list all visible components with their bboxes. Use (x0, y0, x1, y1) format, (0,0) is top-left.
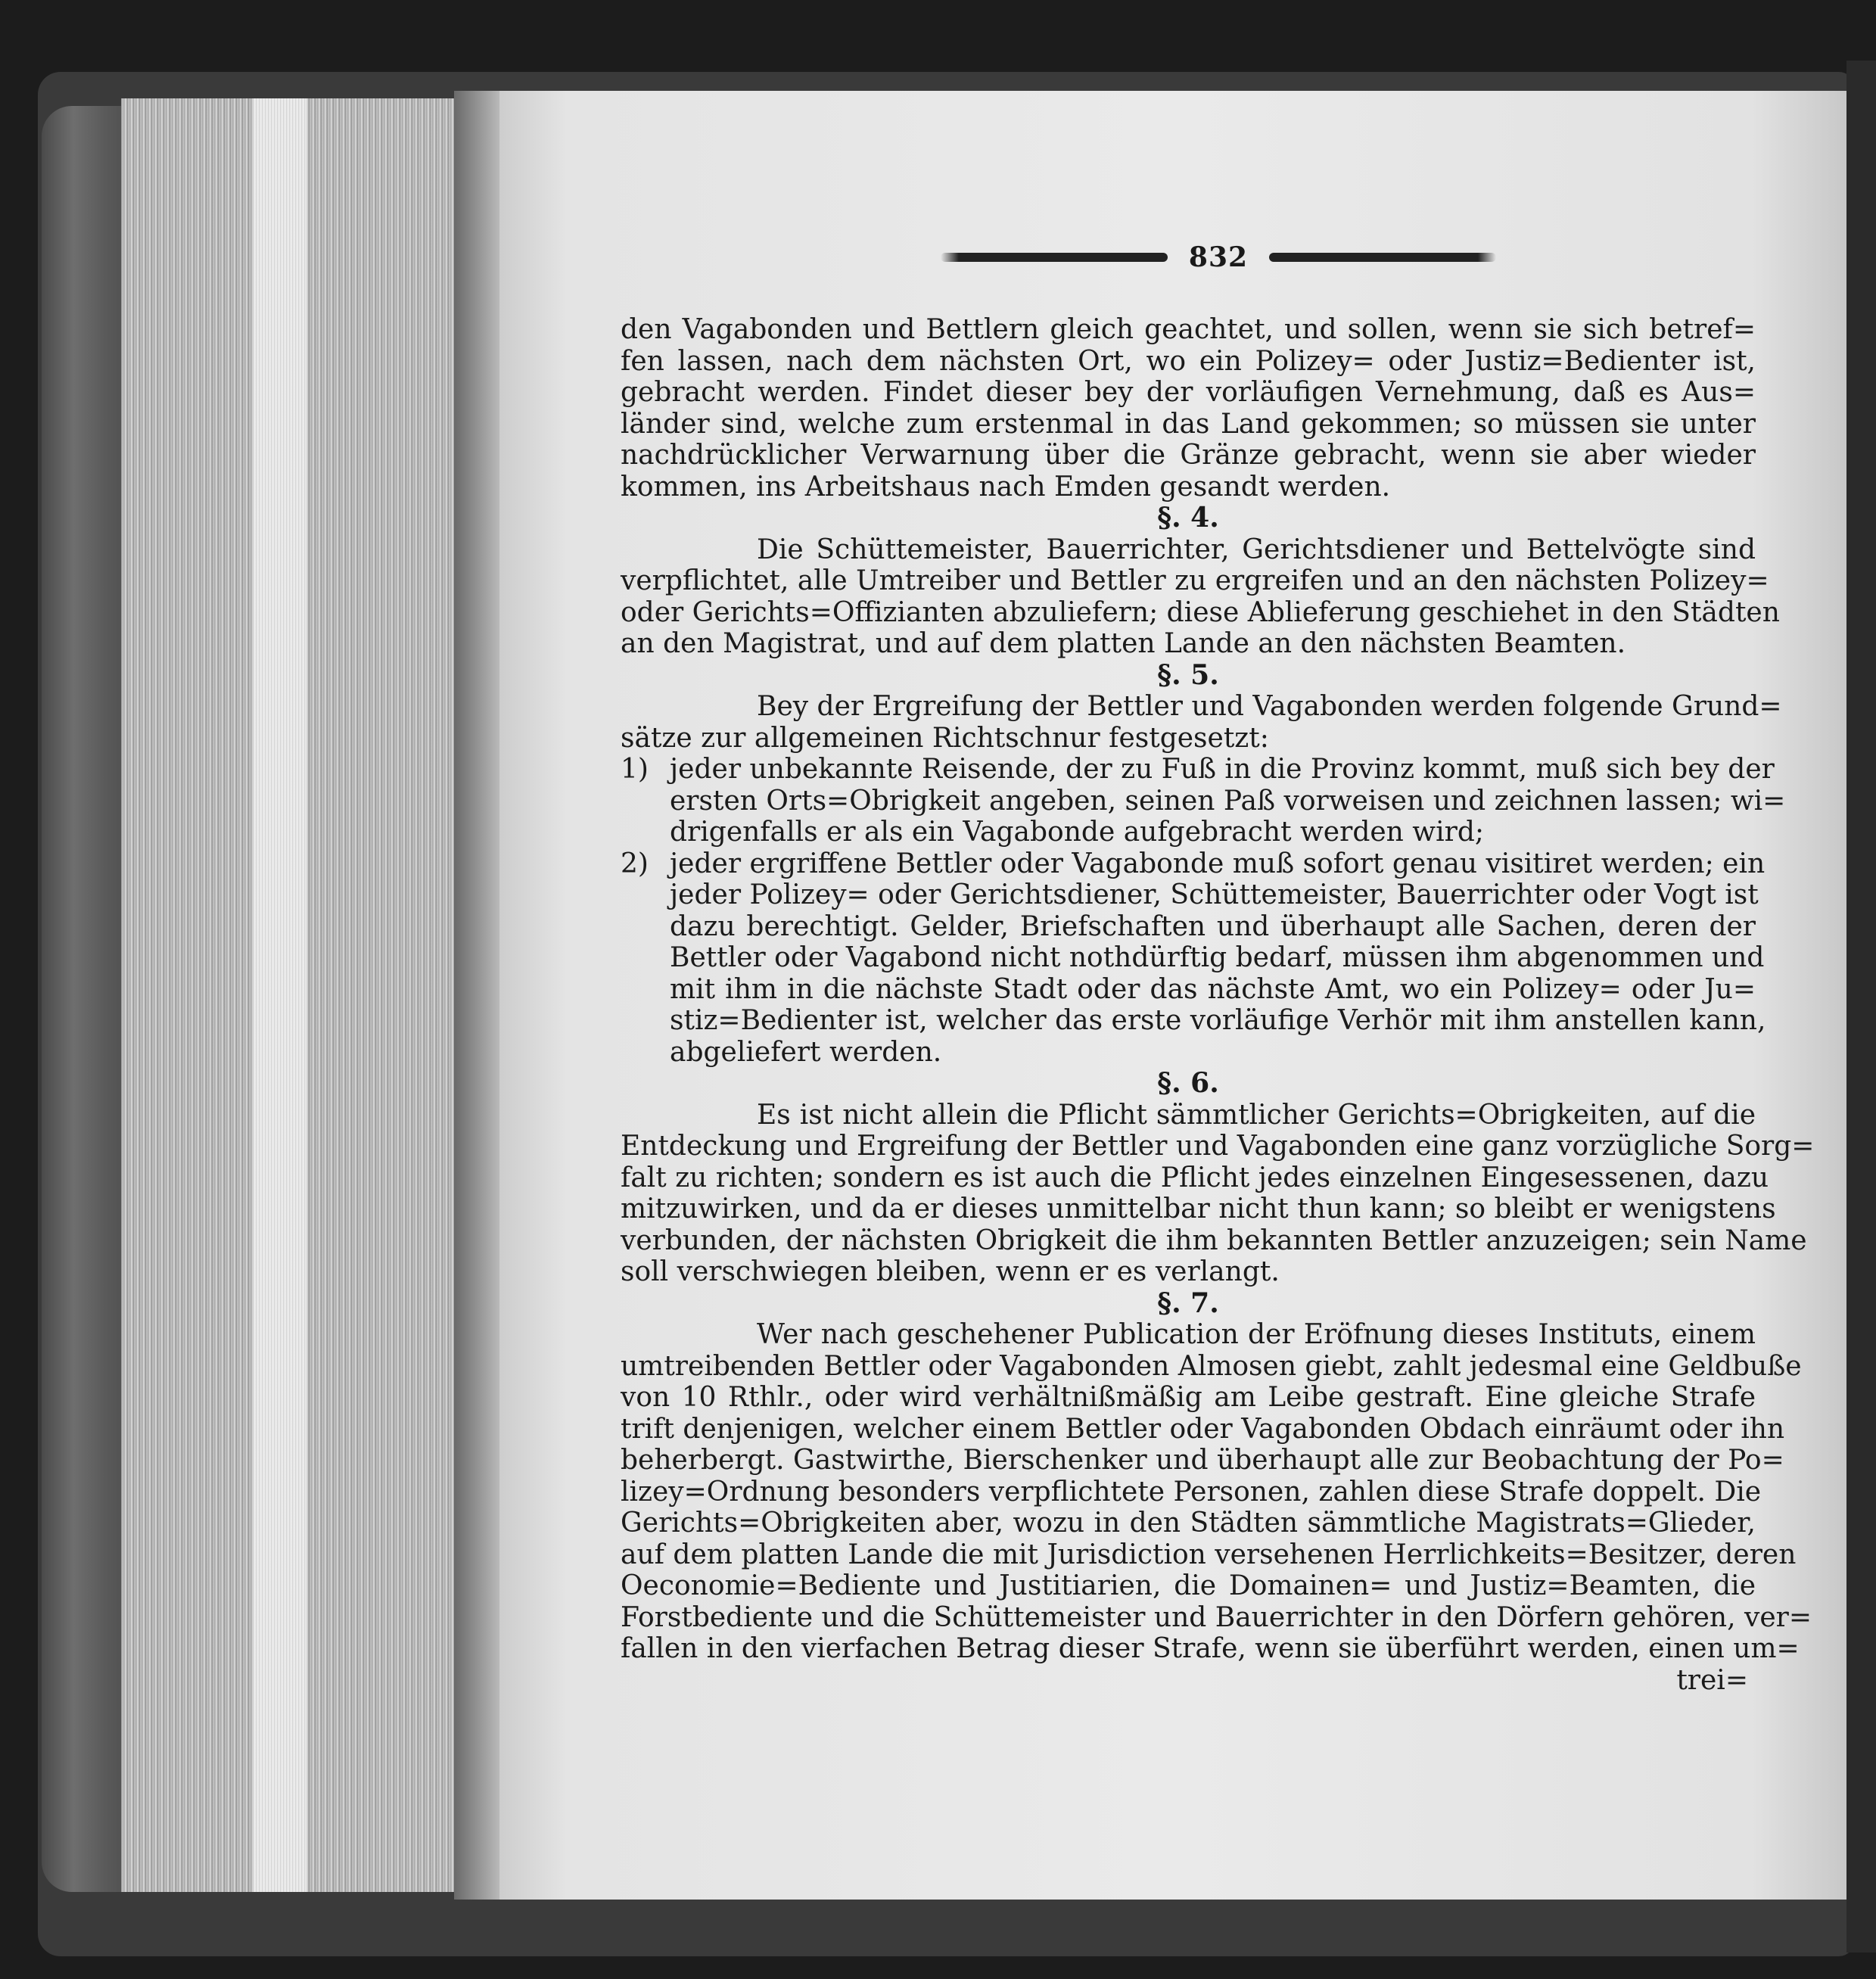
text-line: Oeconomie=Bediente und Justitiarien, die Domainen= und Justiz=Beamten, die (621, 1570, 1756, 1601)
text-line: mitzuwirken, und da er dieses unmittelbar nicht thun kann; so bleibt er wenigstens (621, 1193, 1776, 1224)
text-line: soll verschwiegen bleiben, wenn er es verlangt. (621, 1256, 1280, 1287)
text-line: Bettler oder Vagabond nicht nothdürftig bedarf, müssen ihm abgenommen und (670, 942, 1765, 973)
list-item (621, 848, 1766, 880)
text-line: verpflichtet, alle Umtreiber und Bettler zu ergreifen und an den nächsten Polizey= (621, 565, 1769, 596)
text-line: fallen in den vierfachen Betrag dieser Strafe, wenn sie überführt werden, einen um= (621, 1633, 1800, 1664)
text-line: stiz=Bedienter ist, welcher das erste vorläufige Verhör mit ihm anstellen kann, (670, 1005, 1766, 1036)
page-block-highlight (254, 98, 306, 1892)
text-line: mit ihm in die nächste Stadt oder das nächste Amt, wo ein Polizey= oder Ju= (670, 973, 1756, 1005)
text-line: nachdrücklicher Verwarnung über die Gränze gebracht, wenn sie aber wieder (621, 440, 1756, 471)
text-line: lizey=Ordnung besonders verpflichtete Personen, zahlen diese Strafe doppelt. Die (621, 1476, 1762, 1508)
text-line: umtreibenden Bettler oder Vagabonden Almosen giebt, zahlt jedesmal eine Geldbuße (621, 1350, 1802, 1382)
list-item-number: 2) (621, 848, 649, 879)
page-gutter (454, 91, 499, 1900)
list-item-number: 1) (621, 754, 649, 785)
text-line: fen lassen, nach dem nächsten Ort, wo ein Polizey= oder Justiz=Bedienter ist, (621, 345, 1756, 377)
text-line: Die Schüttemeister, Bauerrichter, Gerichtsdiener und Bettelvögte sind (757, 534, 1756, 565)
text-line: Entdeckung und Ergreifung der Bettler und Vagabonden eine ganz vorzügliche Sorg= (621, 1131, 1815, 1162)
header-ornament-left (941, 253, 1168, 262)
text-line: von 10 Rthlr., oder wird verhältnißmäßig am Leibe gestraft. Eine gleiche Strafe (621, 1382, 1756, 1413)
text-line: gebracht werden. Findet dieser bey der vorläufigen Vernehmung, daß es Aus= (621, 377, 1756, 408)
section-heading: §. 6. (1157, 1067, 1219, 1099)
text-line: Gerichts=Obrigkeiten aber, wozu in den Städten sämmtliche Magistrats=Glieder, (621, 1508, 1756, 1539)
text-line: Forstbediente und die Schüttemeister und Bauerrichter in den Dörfern gehören, ver= (621, 1601, 1812, 1633)
text-line: auf dem platten Lande die mit Jurisdiction versehenen Herrlichkeits=Besitzer, deren (621, 1539, 1797, 1570)
text-line: sätze zur allgemeinen Richtschnur festgesetzt: (621, 722, 1269, 754)
catchword: trei= (1676, 1664, 1748, 1696)
text-line: den Vagabonden und Bettlern gleich geachtet, und sollen, wenn sie sich betref= (621, 314, 1756, 345)
text-line: verbunden, der nächsten Obrigkeit die ihm bekannten Bettler anzuzeigen; sein Name (621, 1224, 1807, 1256)
text-line: Bey der Ergreifung der Bettler und Vagabonden werden folgende Grund= (757, 691, 1782, 722)
text-line: beherbergt. Gastwirthe, Bierschenker und überhaupt alle zur Beobachtung der Po= (621, 1445, 1784, 1476)
text-line: jeder Polizey= oder Gerichtsdiener, Schüttemeister, Bauerrichter oder Vogt ist (670, 879, 1759, 910)
text-line: drigenfalls er als ein Vagabonde aufgebracht werden wird; (670, 817, 1485, 848)
text-line: dazu berechtigt. Gelder, Briefschaften und überhaupt alle Sachen, deren der (670, 910, 1756, 942)
section-heading: §. 5. (1157, 658, 1219, 691)
page-header (908, 235, 1529, 280)
text-line: kommen, ins Arbeitshaus nach Emden gesandt werden. (621, 471, 1391, 503)
section-heading: §. 4. (1157, 502, 1219, 534)
facing-page-edge (1846, 61, 1876, 1953)
text-line: jeder unbekannte Reisende, der zu Fuß in die Provinz kommt, muß sich bey der (670, 754, 1775, 785)
page-number: 832 (1188, 241, 1249, 273)
list-item (621, 754, 1775, 786)
text-line: falt zu richten; sondern es ist auch die Pflicht jedes einzelnen Eingesessenen, dazu (621, 1162, 1769, 1193)
text-line: jeder ergriffene Bettler oder Vagabonde muß sofort genau visitiret werden; ein (670, 848, 1766, 879)
header-ornament-right (1269, 253, 1496, 262)
text-line: Es ist nicht allein die Pflicht sämmtlicher Gerichts=Obrigkeiten, auf die (757, 1099, 1756, 1131)
text-line: trift denjenigen, welcher einem Bettler oder Vagabonden Obdach einräumt oder ihn (621, 1413, 1785, 1445)
text-line: an den Magistrat, und auf dem platten Lande an den nächsten Beamten. (621, 628, 1626, 659)
page-body-text (621, 314, 1815, 1696)
text-line: abgeliefert werden. (670, 1036, 942, 1068)
text-line: oder Gerichts=Offizianten abzuliefern; diese Ablieferung geschiehet in den Städten (621, 596, 1780, 628)
text-line: länder sind, welche zum erstenmal in das Land gekommen; so müssen sie unter (621, 408, 1756, 440)
book-spine (42, 106, 132, 1892)
section-heading: §. 7. (1157, 1287, 1219, 1319)
text-line: ersten Orts=Obrigkeit angeben, seinen Paß vorweisen und zeichnen lassen; wi= (670, 785, 1786, 817)
text-line: Wer nach geschehener Publication der Eröfnung dieses Instituts, einem (757, 1319, 1756, 1350)
